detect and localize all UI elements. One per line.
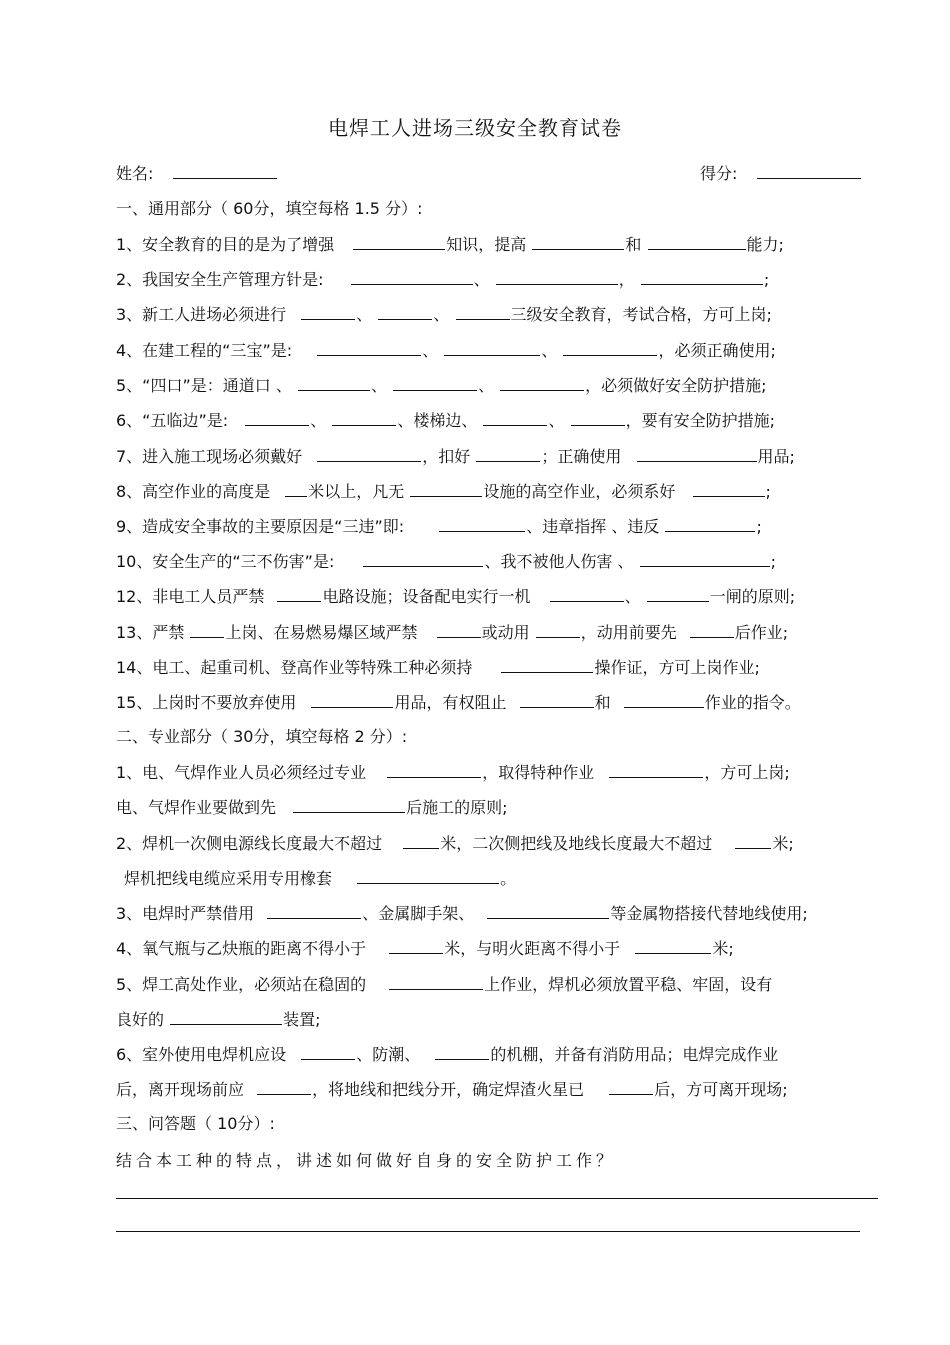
text: 和: [625, 235, 642, 254]
text: 1、安全教育的目的是为了增强: [116, 235, 335, 254]
blank[interactable]: [351, 268, 473, 285]
blank[interactable]: [437, 621, 481, 638]
s2-question-5: [116, 973, 772, 996]
blank[interactable]: [245, 409, 309, 426]
text: 8、高空作业的高度是: [116, 482, 271, 501]
text: ;: [763, 270, 770, 289]
text: 后，方可离开现场;: [654, 1080, 788, 1099]
blank[interactable]: [637, 445, 757, 462]
blank[interactable]: [301, 1043, 355, 1060]
name-label: 姓名:: [116, 164, 154, 183]
text: ，将地线和把线分开，确定焊渣火星已: [312, 1080, 585, 1099]
blank[interactable]: [285, 480, 307, 497]
blank[interactable]: [353, 233, 445, 250]
blank[interactable]: [293, 796, 405, 813]
s1-question-7: [116, 445, 795, 468]
blank[interactable]: [363, 550, 483, 567]
blank[interactable]: [520, 691, 594, 708]
s2-question-1-cont: [116, 796, 508, 819]
text: 用品，有权阻止: [394, 693, 507, 712]
text: 米以上，凡无: [308, 482, 405, 501]
blank[interactable]: [387, 761, 481, 778]
essay-question: 结合本工种的特点，讲述如何做好自身的安全防护工作？: [116, 1151, 617, 1170]
blank[interactable]: [267, 902, 361, 919]
s1-question-8: [116, 480, 771, 503]
text: 上岗、在易燃易爆区域严禁: [225, 623, 418, 642]
blank[interactable]: [501, 656, 593, 673]
text: 知识，提高: [446, 235, 527, 254]
s1-question-13: [116, 621, 788, 644]
section-3-heading: 三、问答题（ 10分）:: [116, 1114, 275, 1133]
text: 和: [594, 693, 611, 712]
score-row: [700, 162, 862, 185]
text: 米;: [712, 939, 734, 958]
text: 10、安全生产的“三不伤害”是:: [116, 552, 335, 571]
answer-line[interactable]: [116, 1231, 860, 1232]
text: 米;: [772, 834, 794, 853]
s1-question-9: [116, 515, 762, 538]
s1-question-3: [116, 303, 772, 326]
blank[interactable]: [483, 409, 547, 426]
blank[interactable]: [317, 445, 421, 462]
text: 4、氧气瓶与乙炔瓶的距离不得小于: [116, 939, 367, 958]
text: 的机棚，并备有消防用品；电焊完成作业: [490, 1045, 779, 1064]
text: 后作业;: [734, 623, 789, 642]
s2-question-5-cont: [116, 1008, 321, 1031]
text: 三级安全教育，考试合格，方可上岗;: [510, 305, 772, 324]
text: 、: [624, 587, 641, 606]
text: 。: [500, 869, 517, 888]
text: 、我不被他人伤害 、: [484, 552, 634, 571]
blank[interactable]: [609, 1078, 653, 1095]
s1-question-15: [116, 691, 801, 714]
text: 米，二次侧把线及地线长度最大不超过: [440, 834, 713, 853]
s2-question-6-cont: [116, 1078, 788, 1101]
blank[interactable]: [311, 691, 393, 708]
s1-question-5: [116, 374, 767, 397]
text: 等金属物搭接代替地线使用;: [610, 904, 808, 923]
text: 、: [310, 411, 327, 430]
blank[interactable]: [357, 867, 499, 884]
blank[interactable]: [648, 233, 746, 250]
blank[interactable]: [624, 691, 704, 708]
text: 、违章指挥 、违反: [526, 517, 660, 536]
s2-question-1: [116, 761, 790, 784]
blank[interactable]: [317, 339, 421, 356]
text: 2、焊机一次侧电源线长度最大不超过: [116, 834, 383, 853]
text: 14、电工、起重司机、登高作业等特殊工种必须持: [116, 658, 473, 677]
blank[interactable]: [298, 374, 370, 391]
text: 6、室外使用电焊机应设: [116, 1045, 287, 1064]
text: ，取得特种作业: [482, 763, 595, 782]
blank[interactable]: [500, 374, 584, 391]
blank[interactable]: [444, 339, 540, 356]
blank[interactable]: [693, 480, 765, 497]
s1-question-14: [116, 656, 760, 679]
blank[interactable]: [389, 973, 483, 990]
text: 7、进入施工现场必须戴好: [116, 447, 303, 466]
text: 操作证，方可上岗作业;: [594, 658, 760, 677]
s1-question-12: [116, 585, 795, 608]
text: ，动用前要先: [580, 623, 677, 642]
text: 良好的: [116, 1010, 165, 1029]
exam-title: 电焊工人进场三级安全教育试卷: [328, 116, 622, 140]
text: 、: [433, 305, 450, 324]
blank[interactable]: [476, 445, 540, 462]
blank[interactable]: [487, 902, 609, 919]
blank[interactable]: [410, 480, 482, 497]
text: 3、电焊时严禁借用: [116, 904, 255, 923]
text: 上作业，焊机必须放置平稳、牢固，设有: [484, 975, 773, 994]
blank[interactable]: [393, 374, 477, 391]
text: 15、上岗时不要放弃使用: [116, 693, 297, 712]
blank[interactable]: [735, 832, 771, 849]
answer-line[interactable]: [116, 1198, 878, 1199]
text: ，要有安全防护措施;: [625, 411, 775, 430]
text: 焊机把线电缆应采用专用橡套: [124, 869, 333, 888]
section-1-heading: 一、通用部分（ 60分，填空每格 1.5 分）:: [116, 199, 423, 218]
text: 3、新工人进场必须进行: [116, 305, 287, 324]
text: 、金属脚手架、: [362, 904, 475, 923]
s2-question-3: [116, 902, 808, 925]
text: 13、严禁: [116, 623, 185, 642]
blank[interactable]: [389, 937, 443, 954]
text: 、楼梯边、: [397, 411, 478, 430]
blank[interactable]: [190, 621, 224, 638]
text: ，扣好: [422, 447, 471, 466]
s2-question-6: [116, 1043, 778, 1066]
blank[interactable]: [496, 268, 618, 285]
blank[interactable]: [609, 761, 703, 778]
text: 6、“五临边”是:: [116, 411, 229, 430]
blank[interactable]: [456, 303, 510, 320]
blank[interactable]: [640, 550, 770, 567]
text: 、防潮、: [356, 1045, 421, 1064]
s2-question-2-cont: [124, 867, 516, 890]
section-2-heading: 二、专业部分（ 30分，填空每格 2 分）:: [116, 727, 408, 746]
s1-question-1: [116, 233, 784, 256]
text: 电、气焊作业要做到先: [116, 798, 277, 817]
text: 后施工的原则;: [406, 798, 508, 817]
text: 一闸的原则;: [709, 587, 796, 606]
s1-question-6: [116, 409, 775, 432]
name-row: [116, 162, 278, 185]
blank[interactable]: [332, 409, 396, 426]
s1-question-2: [116, 268, 769, 291]
blank[interactable]: [536, 621, 580, 638]
score-label: 得分:: [700, 164, 738, 183]
blank[interactable]: [257, 1078, 311, 1095]
blank[interactable]: [532, 233, 624, 250]
text: 作业的指令。: [704, 693, 801, 712]
text: ，方可上岗;: [704, 763, 790, 782]
blank[interactable]: [563, 339, 657, 356]
s2-question-2: [116, 832, 794, 855]
s1-question-10: [116, 550, 776, 573]
blank[interactable]: [378, 303, 432, 320]
text: 、: [422, 341, 439, 360]
text: ;: [765, 482, 771, 501]
text: 、: [473, 270, 490, 289]
blank[interactable]: [647, 585, 709, 602]
blank[interactable]: [665, 515, 755, 532]
text: 2、我国安全生产管理方针是:: [116, 270, 324, 289]
text: 设施的高空作业，必须系好: [483, 482, 676, 501]
text: ;: [770, 552, 777, 571]
text: 装置;: [283, 1010, 321, 1029]
blank[interactable]: [641, 268, 763, 285]
text: ;: [756, 517, 762, 536]
text: 、: [356, 305, 373, 324]
blank[interactable]: [301, 303, 355, 320]
text: 、: [478, 376, 495, 395]
text: ；正确使用: [541, 447, 622, 466]
text: 、: [541, 341, 558, 360]
blank[interactable]: [277, 585, 321, 602]
text: 、: [548, 411, 565, 430]
s1-question-4: [116, 339, 776, 362]
text: 5、“四口”是：通道口 、: [116, 376, 292, 395]
text: ，必须做好安全防护措施;: [585, 376, 767, 395]
blank[interactable]: [571, 409, 625, 426]
blank[interactable]: [403, 832, 439, 849]
blank[interactable]: [170, 1008, 282, 1025]
blank[interactable]: [439, 515, 525, 532]
text: 能力;: [746, 235, 784, 254]
name-blank[interactable]: [173, 162, 277, 179]
text: 、: [370, 376, 387, 395]
text: 米，与明火距离不得小于: [444, 939, 621, 958]
text: 用品;: [757, 447, 795, 466]
text: 5、焊工高处作业，必须站在稳固的: [116, 975, 367, 994]
text: 1、电、气焊作业人员必须经过专业: [116, 763, 367, 782]
score-blank[interactable]: [757, 162, 861, 179]
blank[interactable]: [435, 1043, 489, 1060]
text: ，必须正确使用;: [658, 341, 776, 360]
text: 或动用: [481, 623, 530, 642]
text: 4、在建工程的“三宝”是:: [116, 341, 293, 360]
text: 12、非电工人员严禁: [116, 587, 265, 606]
blank[interactable]: [550, 585, 624, 602]
blank[interactable]: [690, 621, 734, 638]
text: 电路设施；设备配电实行一机: [322, 587, 531, 606]
text: 9、造成安全事故的主要原因是“三违”即:: [116, 517, 405, 536]
s2-question-4: [116, 937, 734, 960]
text: 后，离开现场前应: [116, 1080, 245, 1099]
text: ，: [618, 270, 635, 289]
blank[interactable]: [635, 937, 711, 954]
